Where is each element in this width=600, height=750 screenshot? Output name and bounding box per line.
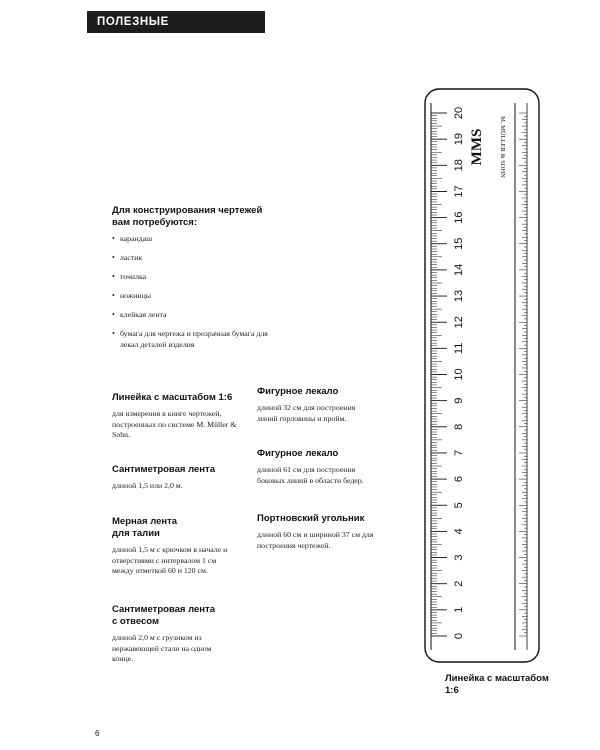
ruler-number: 16 (452, 211, 465, 224)
list-item: • точилка (112, 272, 147, 281)
ruler-number: 17 (452, 185, 465, 198)
bullet-icon: • (112, 310, 115, 319)
plumb-tape-section-title: Сантиметровая лента с отвесом (112, 604, 215, 627)
bullet-icon: • (112, 272, 115, 281)
ruler-number: 19 (452, 133, 465, 146)
ruler-number: 5 (452, 502, 465, 509)
section-header (87, 11, 265, 50)
list-item: • ножницы (112, 291, 152, 300)
waist-tape-section-desc: длиной 1,5 м с крючком в начале и отверстиями с интервалом 1 см между отметкой 60 и 120 см. (112, 545, 228, 575)
curve-61-section (257, 448, 372, 486)
ruler-number: 11 (452, 342, 465, 355)
ruler-number: 7 (452, 449, 465, 457)
intro-title: Для конструирования чертежей вам потребуются: (112, 205, 263, 228)
ruler-number: 3 (452, 554, 465, 561)
ruler-number: 14 (452, 263, 465, 277)
ruler-number: 20 (452, 106, 465, 120)
list-item: • бумага для чертежа и прозрачная бумага для лекал деталей изделия (112, 329, 268, 349)
square-section-title: Портновский угольник (257, 513, 365, 524)
ruler-section-desc: для измерения в книге чертежей, построенных по системе M. Müller & Sohn. (112, 409, 237, 439)
ruler-number: 12 (452, 316, 465, 329)
curve-32-section-title: Фигурное лекало (257, 386, 339, 397)
square-section-desc: длиной 60 см и шириной 37 см для построения чертежей. (257, 530, 374, 550)
ruler-figure (423, 87, 543, 665)
ruler-number: 2 (452, 580, 465, 587)
list-item: • карандаш (112, 234, 153, 243)
waist-tape-section (112, 516, 237, 577)
bullet-icon: • (112, 253, 115, 262)
plumb-tape-section (112, 604, 222, 665)
curve-32-section-desc: длиной 32 см для построения линий горловины и пройм. (257, 403, 356, 423)
ruler-number: 15 (452, 237, 465, 250)
plumb-tape-section-desc: длиной 2,0 м с грузиком из нержавеющей стали на одном конце. (112, 633, 212, 663)
ruler-number: 9 (452, 397, 465, 404)
bullet-icon: • (112, 329, 115, 338)
bullet-icon: • (112, 291, 115, 300)
waist-tape-section-title: Мерная лента для талии (112, 516, 178, 539)
ruler-number: 10 (452, 368, 465, 381)
ruler-number: 18 (452, 159, 465, 172)
ruler-number: 4 (452, 528, 465, 535)
tape-section (112, 464, 247, 492)
ruler-logo: MMS (469, 128, 485, 166)
ruler-ticks-right (519, 113, 527, 636)
ruler-ticks-left (431, 113, 447, 636)
curve-61-section-desc: длиной 61 см для построения боковых линий в области бедер. (257, 465, 364, 485)
page-number: 6 (95, 729, 100, 738)
ruler-number: 6 (452, 476, 465, 483)
ruler-outline (425, 89, 539, 662)
ruler-number: 0 (452, 632, 465, 640)
tape-section-title: Сантиметровая лента (112, 464, 215, 475)
ruler-number: 13 (452, 289, 465, 303)
list-item: • ластик (112, 253, 143, 262)
ruler-section (112, 392, 242, 441)
tools-list (112, 233, 282, 352)
bullet-icon: • (112, 234, 115, 243)
ruler-brand: M. MÜLLER & SOHN (499, 116, 506, 178)
ruler-numbers (453, 107, 465, 639)
curve-61-section-title: Фигурное лекало (257, 448, 339, 459)
tape-section-desc: длиной 1,5 или 2,0 м. (112, 481, 183, 490)
ruler-number: 1 (452, 606, 465, 613)
curve-32-section (257, 386, 372, 424)
ruler-number: 8 (452, 423, 465, 430)
ruler-caption: Линейка с масштабом 1:6 (445, 673, 549, 696)
section-header-title: ПОЛЕЗНЫЕ ИНСТРУМЕНТЫ (97, 16, 194, 50)
ruler-section-title: Линейка с масштабом 1:6 (112, 392, 233, 403)
square-section (257, 513, 382, 551)
list-item: • клейкая лента (112, 310, 167, 319)
